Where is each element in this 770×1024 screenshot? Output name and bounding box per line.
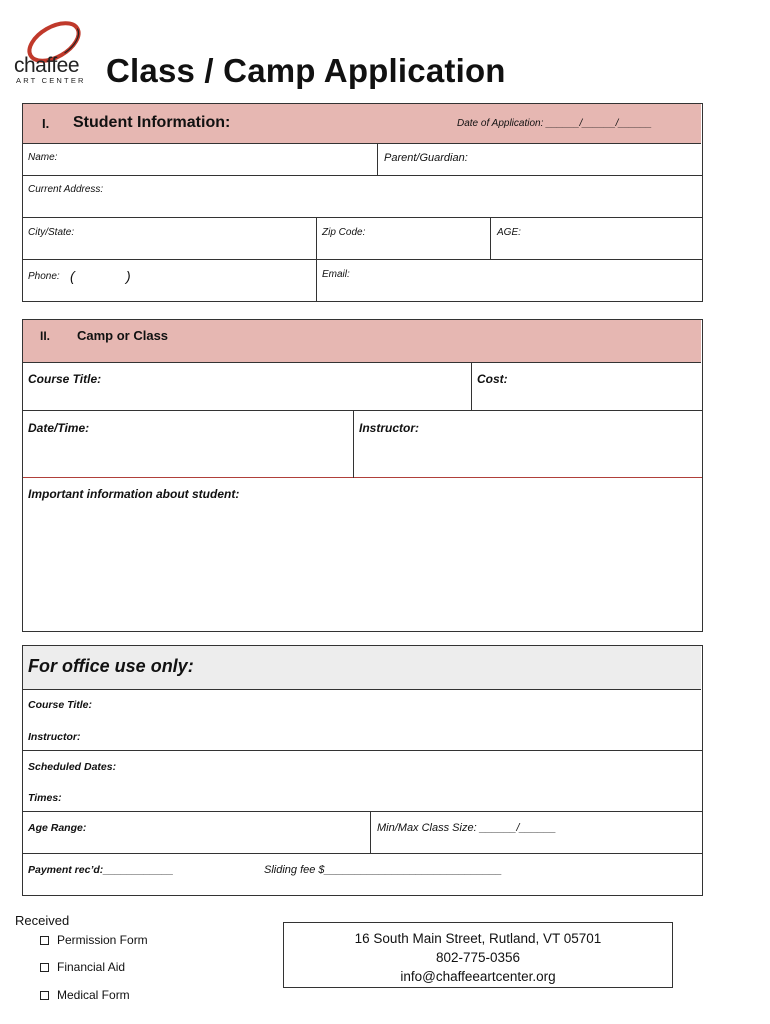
date-of-application-field[interactable]: Date of Application: ______/______/______ [457, 118, 652, 129]
checkbox-icon [40, 991, 49, 1000]
row-divider [22, 853, 703, 854]
office-heading: For office use only: [28, 656, 194, 676]
office-payment[interactable]: Payment rec’d:____________ [28, 864, 174, 876]
zip-code-field[interactable]: Zip Code: [322, 227, 366, 238]
col-divider [471, 362, 472, 411]
contact-email[interactable]: info@chaffeeartcenter.org [400, 969, 556, 984]
instructor-field[interactable]: Instructor: [359, 421, 419, 435]
checkbox-icon [40, 936, 49, 945]
row-divider [22, 410, 703, 411]
section-1-number: I. [42, 116, 50, 131]
phone-paren-open: ( [70, 268, 75, 284]
city-state-field[interactable]: City/State: [28, 227, 75, 238]
office-instructor[interactable]: Instructor: [28, 731, 81, 743]
office-box [22, 645, 703, 896]
financial-aid-checkbox[interactable] [40, 960, 125, 974]
col-divider [490, 217, 491, 259]
received-label: Received [15, 913, 70, 928]
cost-field[interactable]: Cost: [477, 372, 508, 386]
contact-box [283, 922, 673, 988]
course-title-field[interactable]: Course Title: [28, 372, 102, 386]
date-time-field[interactable]: Date/Time: [28, 421, 90, 435]
office-min-max[interactable]: Min/Max Class Size: ______/______ [377, 822, 557, 834]
section-1-heading: Student Information: [73, 114, 231, 131]
permission-form-label: Permission Form [57, 933, 148, 947]
name-field[interactable]: Name: [28, 152, 58, 163]
col-divider [353, 410, 354, 478]
col-divider [377, 143, 378, 176]
contact-address: 16 South Main Street, Rutland, VT 05701 [354, 931, 602, 946]
col-divider [316, 217, 317, 301]
logo-word: chaffee [14, 54, 80, 77]
logo-sub: ART CENTER [16, 76, 86, 85]
email-field[interactable]: Email: [322, 269, 350, 280]
permission-form-checkbox[interactable] [40, 933, 148, 947]
checkbox-icon [40, 963, 49, 972]
col-divider [370, 811, 371, 854]
contact-phone: 802-775-0356 [435, 950, 521, 965]
section-2-box [22, 319, 703, 632]
office-times[interactable]: Times: [28, 792, 62, 804]
section-2-heading: Camp or Class [77, 328, 169, 343]
section-1-box [22, 103, 703, 302]
important-info-field[interactable]: Important information about student: [28, 487, 240, 501]
row-divider [22, 259, 703, 260]
financial-aid-label: Financial Aid [57, 960, 126, 974]
office-age-range[interactable]: Age Range: [28, 822, 87, 834]
row-divider-red [23, 477, 702, 478]
office-sliding-fee[interactable]: Sliding fee $_____________________________ [264, 864, 502, 876]
section-2-number: II. [40, 329, 51, 343]
row-divider [22, 217, 703, 218]
parent-guardian-field[interactable]: Parent/Guardian: [384, 152, 468, 164]
phone-paren-close: ) [126, 268, 131, 284]
row-divider [22, 175, 703, 176]
office-course-title[interactable]: Course Title: [28, 699, 92, 711]
medical-form-checkbox[interactable] [40, 988, 130, 1002]
logo [14, 16, 86, 86]
phone-field[interactable]: Phone: [28, 271, 60, 282]
row-divider [22, 750, 703, 751]
age-field[interactable]: AGE: [497, 227, 521, 238]
office-scheduled-dates[interactable]: Scheduled Dates: [28, 761, 117, 773]
medical-form-label: Medical Form [57, 988, 130, 1002]
row-divider [22, 811, 703, 812]
current-address-field[interactable]: Current Address: [28, 184, 104, 195]
page-title: Class / Camp Application [106, 52, 506, 89]
